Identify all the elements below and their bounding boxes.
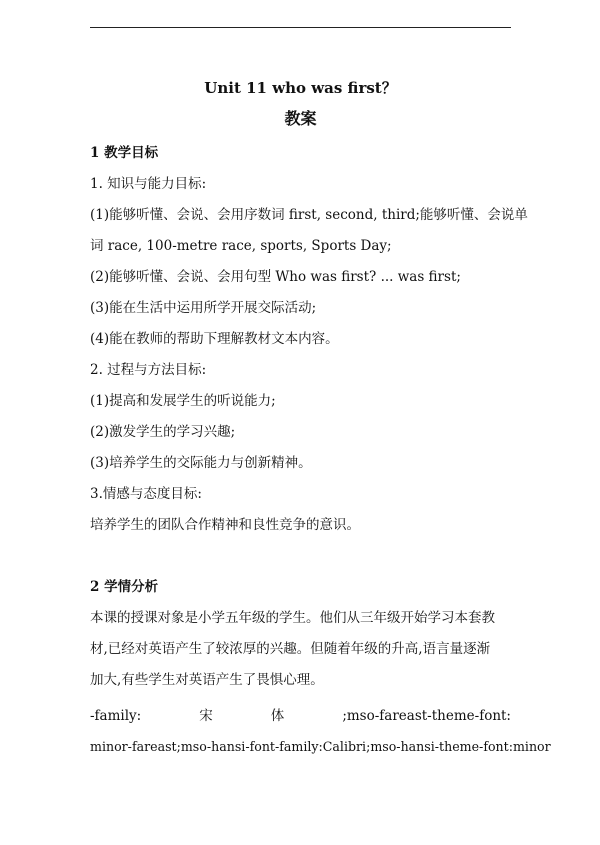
style-residue-line-1 [90,707,511,725]
section-2-heading: 2 学情分析 [90,579,159,595]
document-subtitle: 教案 [284,109,317,128]
analysis-paragraph-line-3: 加大,有些学生对英语产生了畏惧心理。 [90,672,324,688]
process-item-2: (2)激发学生的学习兴趣; [90,424,236,440]
section-1-subheading-3: 3.情感与态度目标: [90,486,202,502]
style-residue-part-1: -family: [90,708,142,724]
objective-item-2: (2)能够听懂、会说、会用句型 Who was first? ... was first; [90,269,461,285]
objective-item-1-line-1: (1)能够听懂、会说、会用序数词 first, second, third;能够听懂、会说单 [90,207,528,223]
header-rule [90,27,511,28]
process-item-1: (1)提高和发展学生的听说能力; [90,393,276,409]
process-item-3: (3)培养学生的交际能力与创新精神。 [90,455,312,471]
document-title: Unit 11 who was first？ [204,79,397,97]
style-residue-part-4: ;mso-fareast-theme-font: [342,708,511,724]
attitude-item-1: 培养学生的团队合作精神和良性竞争的意识。 [90,517,360,533]
style-residue-part-3: 体 [270,708,285,724]
section-1-subheading-1: 1. 知识与能力目标: [90,176,207,192]
style-residue-line-2: minor-fareast;mso-hansi-font-family:Calibri;mso-hansi-theme-font:minor [90,739,551,754]
objective-item-3: (3)能在生活中运用所学开展交际活动; [90,300,317,316]
analysis-paragraph-line-1: 本课的授课对象是小学五年级的学生。他们从三年级开始学习本套教 [90,610,495,626]
section-1-subheading-2: 2. 过程与方法目标: [90,362,207,378]
objective-item-1-line-2: 词 race, 100-metre race, sports, Sports Day; [90,238,392,254]
section-1-heading: 1 教学目标 [90,145,159,161]
style-residue-part-2: 宋 [199,708,213,724]
analysis-paragraph-line-2: 材,已经对英语产生了较浓厚的兴趣。但随着年级的升高,语言量逐渐 [90,641,491,657]
objective-item-4: (4)能在教师的帮助下理解教材文本内容。 [90,331,339,347]
